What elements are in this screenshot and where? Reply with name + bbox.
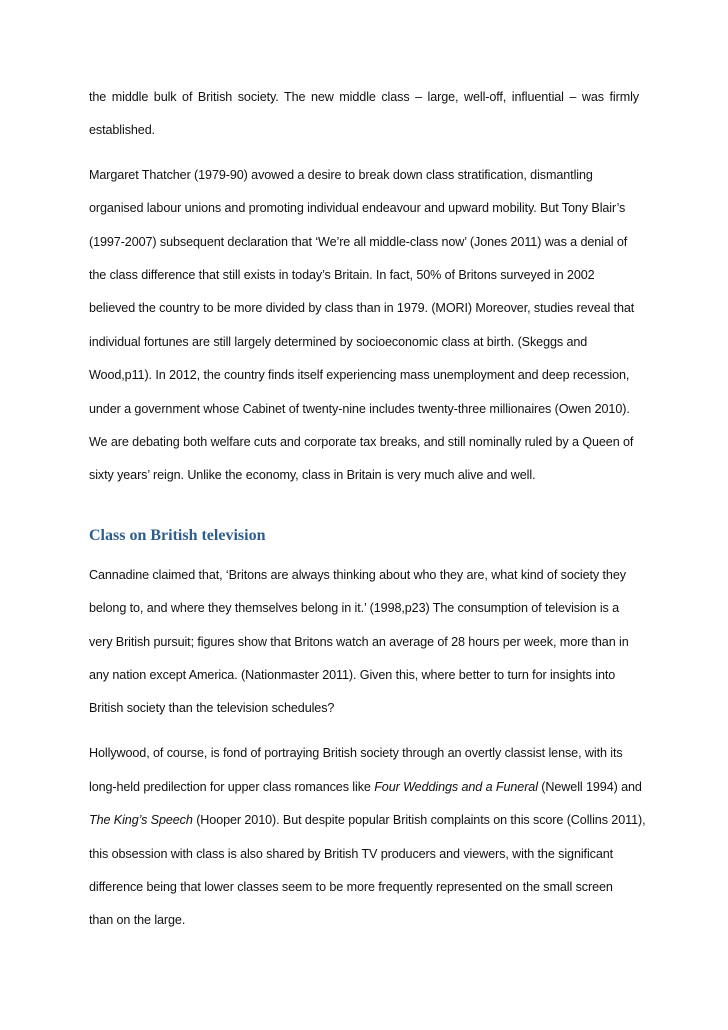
paragraph-cannadine-line-2: belong to, and where they themselves belong in it.’ (1998,p23) The consumption of television is a bbox=[89, 601, 620, 615]
paragraph-thatcher-line-10: sixty years’ reign. Unlike the economy, class in Britain is very much alive and well. bbox=[89, 468, 536, 482]
paragraph-continuation-line-1: the middle bulk of British society. The new middle class – large, well-off, influential – was firmly bbox=[89, 90, 639, 104]
paragraph-thatcher-line-8: under a government whose Cabinet of twenty-nine includes twenty-three millionaires (Owen 2010). bbox=[89, 402, 630, 416]
section-heading: Class on British television bbox=[89, 527, 266, 544]
text-run: (Newell 1994) and bbox=[537, 780, 642, 794]
paragraph-cannadine-line-5: British society than the television schedules? bbox=[89, 701, 335, 715]
paragraph-thatcher-line-1: Margaret Thatcher (1979-90) avowed a desire to break down class stratification, dismantling bbox=[89, 168, 593, 182]
paragraph-continuation-line-2: established. bbox=[89, 123, 156, 137]
film-title-four-weddings: Four Weddings and a Funeral bbox=[374, 780, 538, 794]
paragraph-hollywood-line-5: difference being that lower classes seem to be more frequently represented on the small screen bbox=[89, 880, 613, 894]
paragraph-thatcher-line-9: We are debating both welfare cuts and corporate tax breaks, and still nominally ruled by a Queen of bbox=[89, 435, 634, 449]
paragraph-cannadine-line-1: Cannadine claimed that, ‘Britons are always thinking about who they are, what kind of society they bbox=[89, 568, 626, 582]
paragraph-thatcher-line-4: the class difference that still exists in today’s Britain. In fact, 50% of Britons surveyed in 2002 bbox=[89, 268, 595, 282]
paragraph-hollywood-line-6: than on the large. bbox=[89, 913, 186, 927]
text-run: long-held predilection for upper class romances like bbox=[89, 780, 375, 794]
paragraph-thatcher-line-7: Wood,p11). In 2012, the country finds itself experiencing mass unemployment and deep recession, bbox=[89, 368, 630, 382]
paragraph-thatcher-line-3: (1997-2007) subsequent declaration that ‘We’re all middle-class now’ (Jones 2011) was a denial of bbox=[89, 235, 628, 249]
paragraph-thatcher-line-5: believed the country to be more divided by class than in 1979. (MORI) Moreover, studies reveal that bbox=[89, 301, 635, 315]
paragraph-thatcher-line-2: organised labour unions and promoting individual endeavour and upward mobility. But Tony Blair’s bbox=[89, 201, 626, 215]
text-run: (Hooper 2010). But despite popular British complaints on this score (Collins 2011), bbox=[192, 813, 646, 827]
paragraph-hollywood-line-3 bbox=[89, 812, 645, 828]
paragraph-cannadine-line-4: any nation except America. (Nationmaster 2011). Given this, where better to turn for insights into bbox=[89, 668, 616, 682]
paragraph-hollywood-line-1: Hollywood, of course, is fond of portraying British society through an overtly classist lense, with its bbox=[89, 746, 623, 760]
paragraph-thatcher-line-6: individual fortunes are still largely determined by socioeconomic class at birth. (Skeggs and bbox=[89, 335, 588, 349]
paragraph-hollywood-line-2 bbox=[89, 779, 642, 795]
paragraph-cannadine-line-3: very British pursuit; figures show that Britons watch an average of 28 hours per week, more than in bbox=[89, 635, 629, 649]
paragraph-hollywood-line-4: this obsession with class is also shared by British TV producers and viewers, with the significant bbox=[89, 847, 614, 861]
film-title-kings-speech: The King’s Speech bbox=[89, 813, 193, 827]
